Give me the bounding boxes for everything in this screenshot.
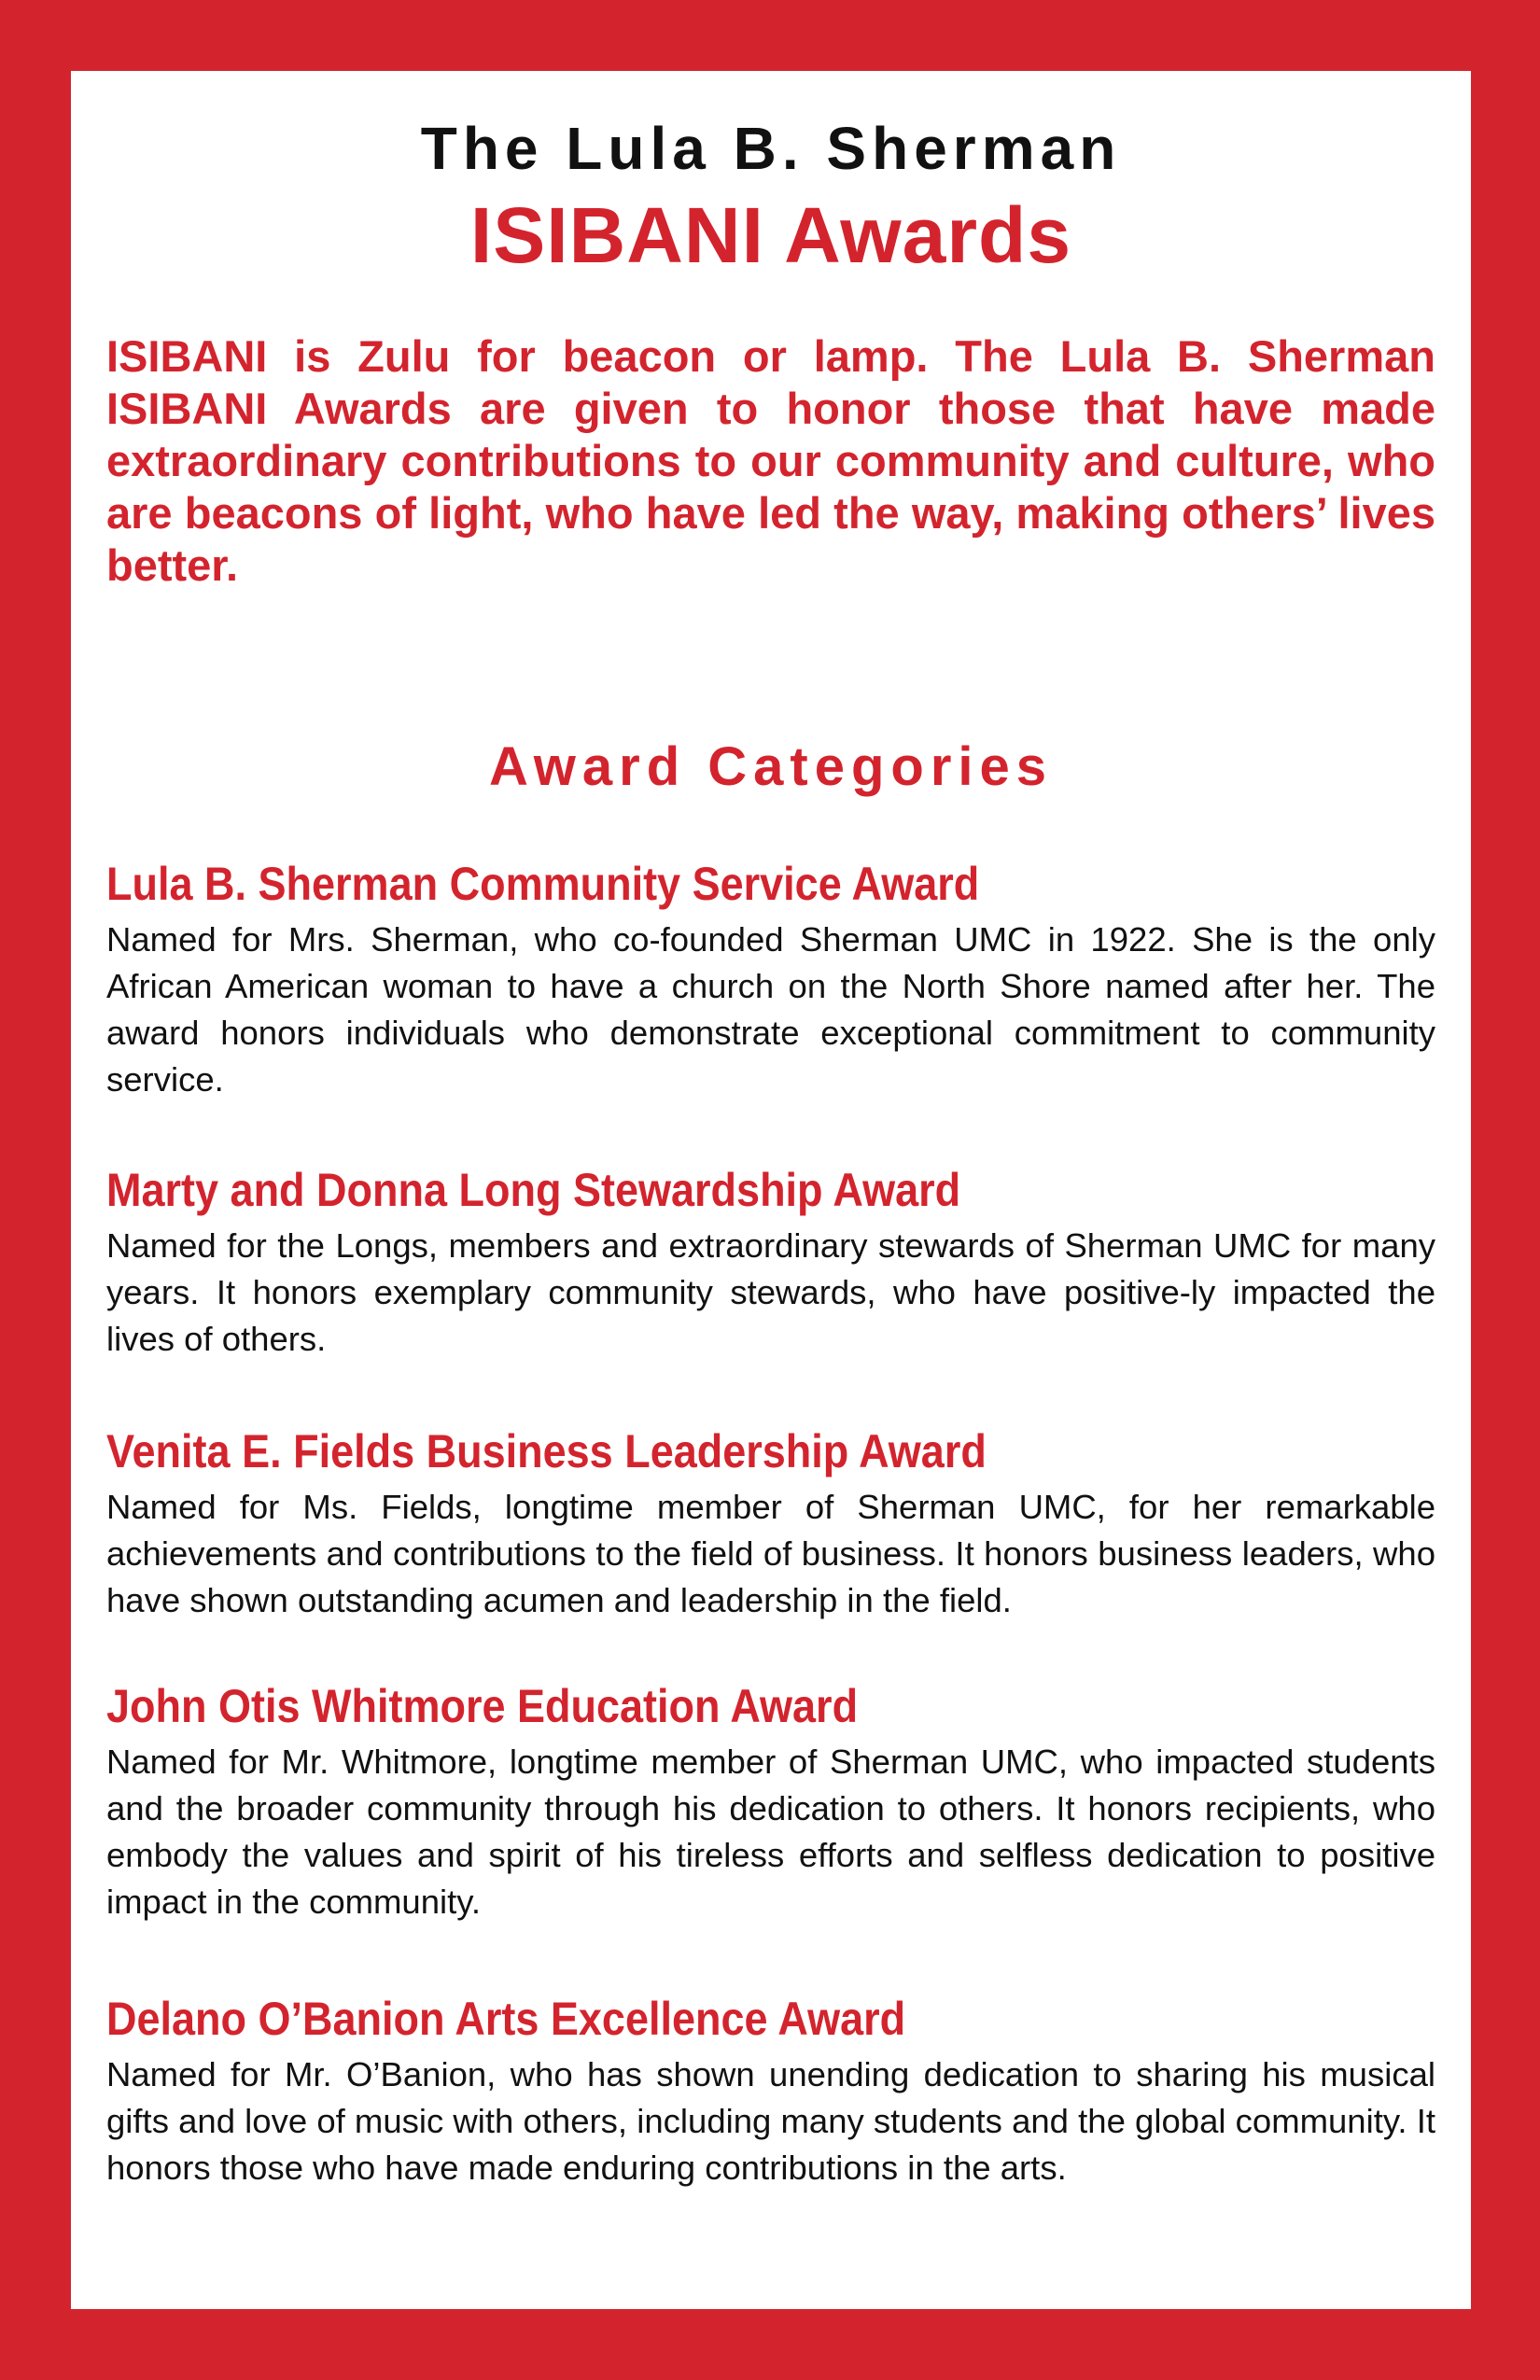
award-education xyxy=(106,1679,1435,1925)
award-arts-excellence xyxy=(106,1992,1435,2191)
award-name: Delano O’Banion Arts Excellence Award xyxy=(106,1993,906,2045)
award-description: Named for Mr. O’Banion, who has shown unending dedication to sharing his musical gifts and love of music with others, including many students and the global community. It honors those who have made enduring contributions in the arts. xyxy=(106,2055,1435,2187)
title-main: ISIBANI Awards xyxy=(469,191,1072,279)
award-name: Marty and Donna Long Stewardship Award xyxy=(106,1164,961,1216)
title-top: The Lula B. Sherman xyxy=(420,115,1122,182)
award-name: Lula B. Sherman Community Service Award xyxy=(106,858,980,910)
award-name: John Otis Whitmore Education Award xyxy=(106,1680,859,1732)
award-stewardship xyxy=(106,1163,1435,1363)
award-description: Named for the Longs, members and extraordinary stewards of Sherman UMC for many years. It honors exemplary community stewards, who have positive-ly impacted the lives of others. xyxy=(106,1226,1435,1358)
award-name: Venita E. Fields Business Leadership Award xyxy=(106,1425,987,1477)
award-categories-heading: Award Categories xyxy=(488,736,1054,797)
intro-paragraph: ISIBANI is Zulu for beacon or lamp. The Lula B. Sherman ISIBANI Awards are given to honor those that have made extraordinary contributions to our community and culture, who are beacons of light, who have led the way, making others’ lives better. xyxy=(106,331,1435,590)
award-description: Named for Mrs. Sherman, who co-founded Sherman UMC in 1922. She is the only African American woman to have a church on the North Shore named after her. The award honors individuals who demonstrate exceptional commitment to community service. xyxy=(106,920,1435,1099)
award-description: Named for Mr. Whitmore, longtime member of Sherman UMC, who impacted students and the broader community through his dedication to others. It honors recipients, who embody the values and spirit of his tireless efforts and selfless dedication to positive impact in the community. xyxy=(106,1743,1435,1921)
award-business-leadership xyxy=(106,1424,1435,1624)
award-description: Named for Ms. Fields, longtime member of Sherman UMC, for her remarkable achievements and contributions to the field of business. It honors business leaders, who have shown outstanding acumen and leadership in the field. xyxy=(106,1488,1435,1619)
awards-panel xyxy=(71,71,1471,2309)
award-community-service xyxy=(106,857,1435,1103)
